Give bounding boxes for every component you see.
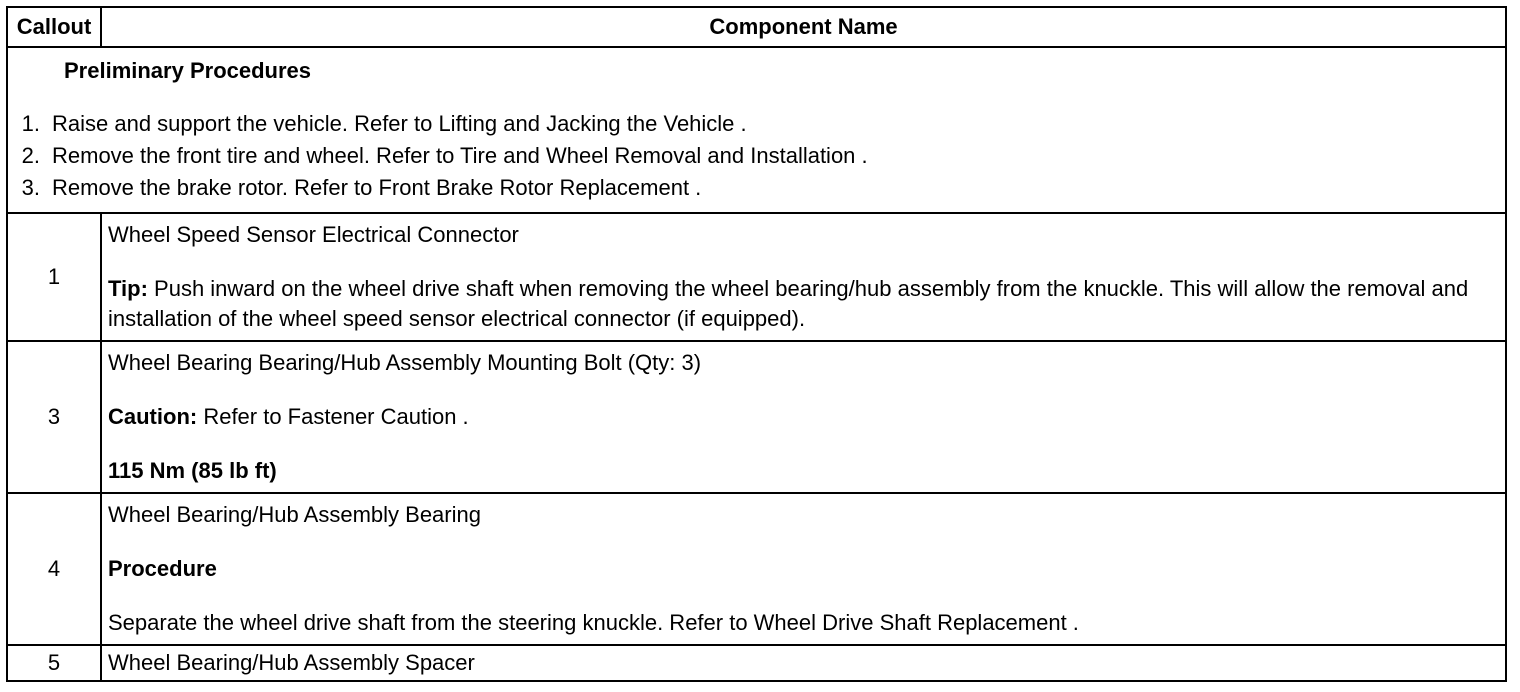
table-row (7, 213, 1506, 341)
table-row (7, 493, 1506, 645)
preliminary-row (7, 47, 1506, 213)
step-number: 2. (21, 143, 40, 168)
callout-number: 1 (7, 213, 101, 341)
step-number: 3. (21, 175, 40, 200)
step-text: Raise and support the vehicle. Refer to Lifting and Jacking the Vehicle . (52, 111, 747, 136)
component-table (6, 6, 1507, 682)
caution-label: Caution: (108, 404, 198, 429)
component-name: Wheel Bearing/Hub Assembly Spacer (108, 650, 475, 675)
callout-number: 3 (7, 341, 101, 493)
component-name: Wheel Bearing/Hub Assembly Bearing (108, 502, 481, 527)
callout-header: Callout (7, 7, 101, 47)
component-cell (101, 493, 1506, 645)
header-row (7, 7, 1506, 47)
preliminary-title: Preliminary Procedures (64, 58, 312, 83)
component-name: Wheel Bearing Bearing/Hub Assembly Mounting Bolt (Qty: 3) (108, 350, 702, 375)
callout-number: 4 (7, 493, 101, 645)
preliminary-step (8, 172, 1505, 204)
preliminary-step (8, 108, 1505, 140)
step-number: 1. (21, 111, 40, 136)
caution-text: Refer to Fastener Caution . (197, 404, 469, 429)
procedure-text: Separate the wheel drive shaft from the steering knuckle. Refer to Wheel Drive Shaft Replacement . (108, 610, 1079, 635)
component-cell (101, 645, 1506, 681)
table-row (7, 341, 1506, 493)
table-row (7, 645, 1506, 681)
component-name: Wheel Speed Sensor Electrical Connector (108, 222, 519, 247)
tip-text: Push inward on the wheel drive shaft when removing the wheel bearing/hub assembly from the knuckle. This will allow the removal and installation of the wheel speed sensor electrical connector (if equipped). (108, 276, 1469, 331)
component-cell (101, 341, 1506, 493)
tip-note (108, 274, 1493, 334)
caution-note (108, 402, 1493, 432)
step-text: Remove the brake rotor. Refer to Front Brake Rotor Replacement . (52, 175, 702, 200)
torque-spec: 115 Nm (85 lb ft) (108, 458, 277, 483)
preliminary-cell (7, 47, 1506, 213)
callout-number: 5 (7, 645, 101, 681)
tip-label: Tip: (108, 276, 148, 301)
procedure-label: Procedure (108, 556, 217, 581)
step-text: Remove the front tire and wheel. Refer to Tire and Wheel Removal and Installation . (52, 143, 868, 168)
component-name-header: Component Name (101, 7, 1506, 47)
preliminary-steps (8, 108, 1505, 204)
preliminary-step (8, 140, 1505, 172)
component-cell (101, 213, 1506, 341)
